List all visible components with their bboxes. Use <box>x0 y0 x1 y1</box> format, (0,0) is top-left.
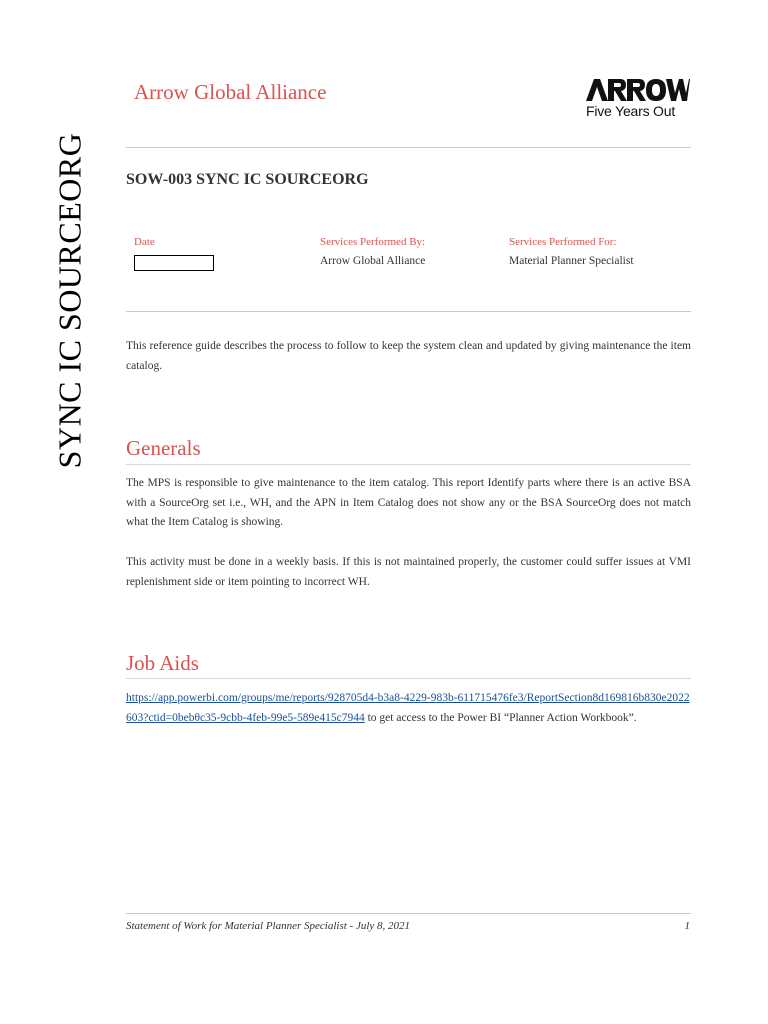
header-divider <box>126 147 691 148</box>
power-bi-report-link[interactable]: https://app.powerbi.com/groups/me/reports/928705d4-b3a8-4229-983b-611715476fe3/ReportSection8d169816b830e2022603?ctid=0bebθc35-9cbb-4feb-99e5-589e415c7944 <box>126 692 690 724</box>
section-heading-generals: Generals <box>126 436 201 460</box>
intro-paragraph: This reference guide describes the process to follow to keep the system clean and updated by giving maintenance the item catalog. <box>126 340 691 372</box>
generals-divider <box>126 464 691 465</box>
performed-by-value: Arrow Global Alliance <box>320 255 426 267</box>
logo-tagline: Five Years Out <box>586 103 676 119</box>
job-aids-paragraph <box>126 689 691 728</box>
footer-text: Statement of Work for Material Planner Specialist - July 8, 2021 <box>126 920 411 932</box>
date-label: Date <box>134 236 155 248</box>
section-heading-job-aids: Job Aids <box>126 651 199 675</box>
side-title-text: SYNC IC SOURCEORG <box>51 132 88 468</box>
arrow-logo-icon <box>586 79 690 101</box>
brand-name: Arrow Global Alliance <box>134 80 327 104</box>
generals-paragraph-1: The MPS is responsible to give maintenance to the item catalog. This report Identify parts where there is an active BSA with a SourceOrg set i.e., WH, and the APN in Item Catalog does not show any or the BSA SourceOrg does not match what the Item Catalog is showing. <box>126 477 691 528</box>
arrow-logo <box>586 79 692 119</box>
job-aids-divider <box>126 678 691 679</box>
page-number: 1 <box>684 920 690 932</box>
date-field[interactable] <box>134 255 214 271</box>
document-title: SOW-003 SYNC IC SOURCEORG <box>126 171 369 188</box>
side-title <box>50 95 90 505</box>
performed-for-label: Services Performed For: <box>509 236 617 248</box>
generals-paragraph-2: This activity must be done in a weekly basis. If this is not maintained properly, the customer could suffer issues at VMI replenishment side or item pointing to incorrect WH. <box>126 556 691 588</box>
performed-for-value: Material Planner Specialist <box>509 255 634 267</box>
job-aids-link-suffix: to get access to the Power BI “Planner Action Workbook”. <box>364 711 637 724</box>
footer-divider <box>126 913 691 914</box>
performed-by-label: Services Performed By: <box>320 236 426 248</box>
meta-divider <box>126 311 691 312</box>
